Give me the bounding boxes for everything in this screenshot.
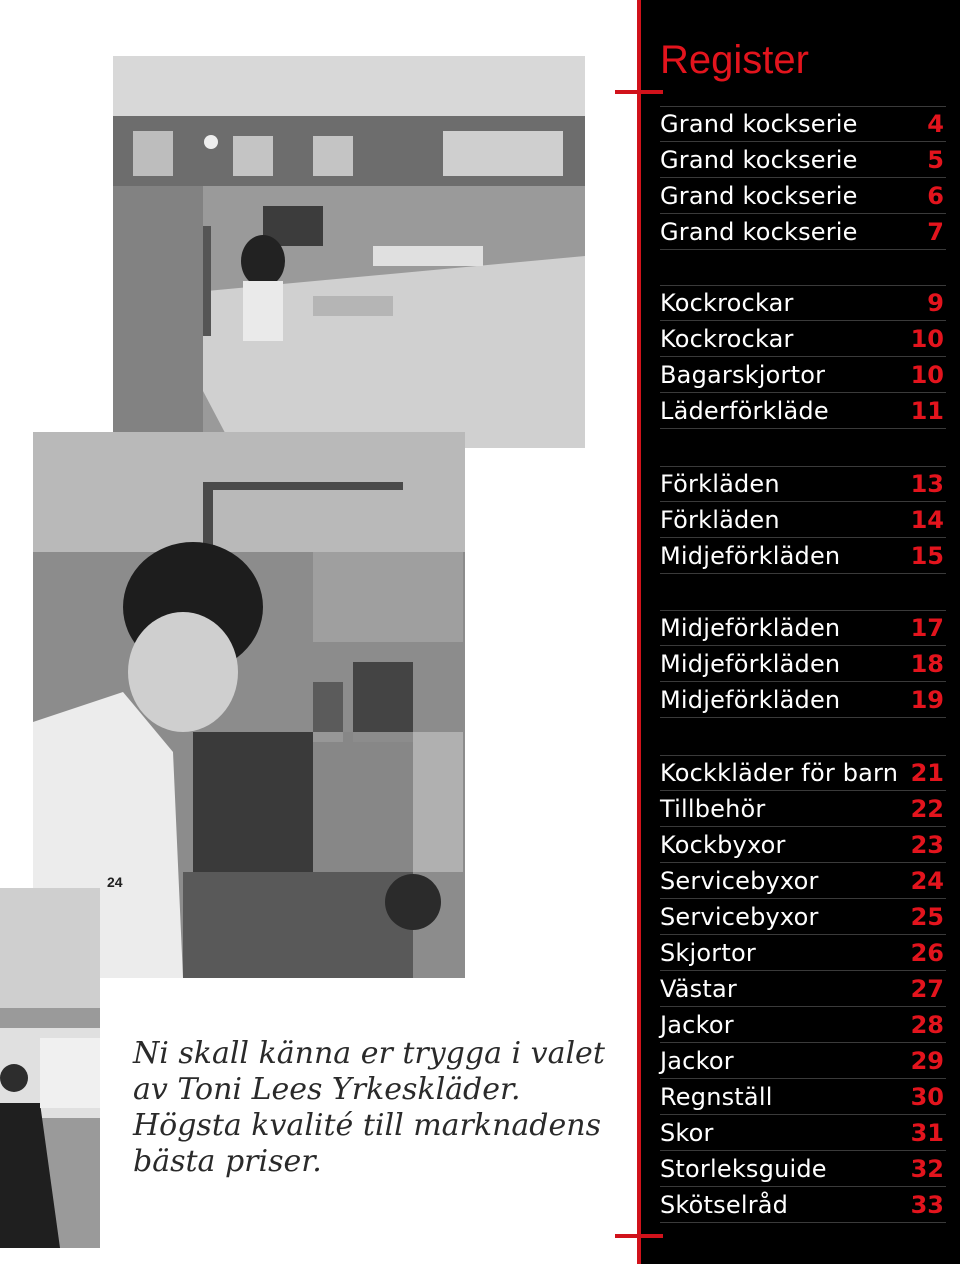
register-row-label: Servicebyxor	[660, 902, 819, 931]
register-row[interactable]	[660, 1007, 946, 1043]
register-row[interactable]	[660, 357, 946, 393]
register-row[interactable]	[660, 610, 946, 646]
register-row[interactable]	[660, 285, 946, 321]
register-row-label: Grand kockserie	[660, 145, 858, 174]
register-row-page: 4	[927, 110, 944, 138]
register-row-label: Förkläden	[660, 505, 780, 534]
quote-line-2: av Toni Lees Yrkeskläder.	[133, 1072, 521, 1107]
register-row[interactable]	[660, 863, 946, 899]
register-row-page: 23	[910, 830, 944, 859]
register-row[interactable]	[660, 1115, 946, 1151]
register-row-label: Grand kockserie	[660, 217, 858, 246]
register-row[interactable]	[660, 321, 946, 357]
register-row-page: 24	[910, 866, 944, 895]
red-tick-bottom	[615, 1234, 663, 1238]
register-row-page: 17	[910, 614, 944, 642]
register-row-label: Bagarskjortor	[660, 360, 826, 389]
register-row[interactable]	[660, 466, 946, 502]
register-row-page: 5	[927, 145, 944, 174]
register-group-4	[660, 610, 946, 718]
register-row[interactable]	[660, 899, 946, 935]
quote-line-4: bästa priser.	[133, 1144, 322, 1179]
register-row[interactable]	[660, 106, 946, 142]
register-group-3	[660, 466, 946, 574]
register-row-label: Kockbyxor	[660, 830, 786, 859]
register-row-page: 26	[910, 938, 944, 967]
register-row-page: 14	[910, 505, 944, 534]
register-row-label: Skjortor	[660, 938, 756, 967]
register-row-page: 22	[910, 794, 944, 823]
register-row[interactable]	[660, 538, 946, 574]
register-row-page: 30	[910, 1082, 944, 1111]
register-row-label: Läderförkläde	[660, 396, 829, 425]
register-row-page: 28	[910, 1010, 944, 1039]
photo-page-number: 24	[107, 874, 123, 890]
register-row-page: 9	[927, 289, 944, 317]
register-row-label: Midjeförkläden	[660, 685, 841, 714]
register-row-page: 21	[910, 759, 944, 787]
register-row-label: Kockrockar	[660, 289, 794, 317]
register-row-label: Kockrockar	[660, 324, 794, 353]
register-row-page: 13	[910, 470, 944, 498]
tagline-quote	[133, 1036, 623, 1180]
register-row-label: Grand kockserie	[660, 110, 858, 138]
register-row-label: Förkläden	[660, 470, 780, 498]
register-row-label: Midjeförkläden	[660, 649, 841, 678]
register-row[interactable]	[660, 142, 946, 178]
register-row[interactable]	[660, 682, 946, 718]
register-row[interactable]	[660, 502, 946, 538]
quote-line-1: Ni skall känna er trygga i valet	[133, 1036, 605, 1071]
register-row-page: 18	[910, 649, 944, 678]
register-row[interactable]	[660, 393, 946, 429]
register-row-page: 10	[910, 360, 944, 389]
register-row[interactable]	[660, 971, 946, 1007]
register-row-page: 19	[910, 685, 944, 714]
register-row-page: 15	[910, 541, 944, 570]
register-group-5	[660, 755, 946, 1223]
register-row-label: Kockkläder för barn	[660, 759, 899, 787]
register-row-label: Storleksguide	[660, 1154, 827, 1183]
register-row[interactable]	[660, 755, 946, 791]
register-row[interactable]	[660, 1043, 946, 1079]
quote-line-3: Högsta kvalité till marknadens	[133, 1108, 601, 1143]
register-row-label: Midjeförkläden	[660, 541, 841, 570]
register-row-label: Midjeförkläden	[660, 614, 841, 642]
register-row-page: 33	[910, 1190, 944, 1219]
register-group-1	[660, 106, 946, 250]
register-row-label: Skötselråd	[660, 1190, 789, 1219]
register-row-label: Västar	[660, 974, 737, 1003]
register-row-page: 11	[910, 396, 944, 425]
register-row[interactable]	[660, 646, 946, 682]
register-row[interactable]	[660, 1187, 946, 1223]
register-row-page: 27	[910, 974, 944, 1003]
register-row-label: Servicebyxor	[660, 866, 819, 895]
register-row-page: 10	[910, 324, 944, 353]
register-row[interactable]	[660, 1079, 946, 1115]
register-row-page: 32	[910, 1154, 944, 1183]
register-row[interactable]	[660, 214, 946, 250]
register-row[interactable]	[660, 827, 946, 863]
register-row-page: 25	[910, 902, 944, 931]
register-row[interactable]	[660, 178, 946, 214]
register-row-label: Jackor	[660, 1046, 734, 1075]
register-row-label: Grand kockserie	[660, 181, 858, 210]
red-vertical-rule	[637, 0, 641, 1264]
register-row[interactable]	[660, 1151, 946, 1187]
register-row-page: 29	[910, 1046, 944, 1075]
register-row-page: 6	[927, 181, 944, 210]
register-row[interactable]	[660, 935, 946, 971]
register-title: Register	[660, 38, 809, 82]
factory-hall-photo	[113, 56, 585, 448]
register-row-label: Skor	[660, 1118, 714, 1147]
register-row-page: 7	[927, 217, 944, 246]
register-row[interactable]	[660, 791, 946, 827]
register-row-label: Tillbehör	[660, 794, 766, 823]
man-by-car-photo	[0, 888, 100, 1248]
register-row-page: 31	[910, 1118, 944, 1147]
register-group-2	[660, 285, 946, 429]
register-row-label: Regnställ	[660, 1082, 773, 1111]
register-row-label: Jackor	[660, 1010, 734, 1039]
red-tick-top	[615, 90, 663, 94]
